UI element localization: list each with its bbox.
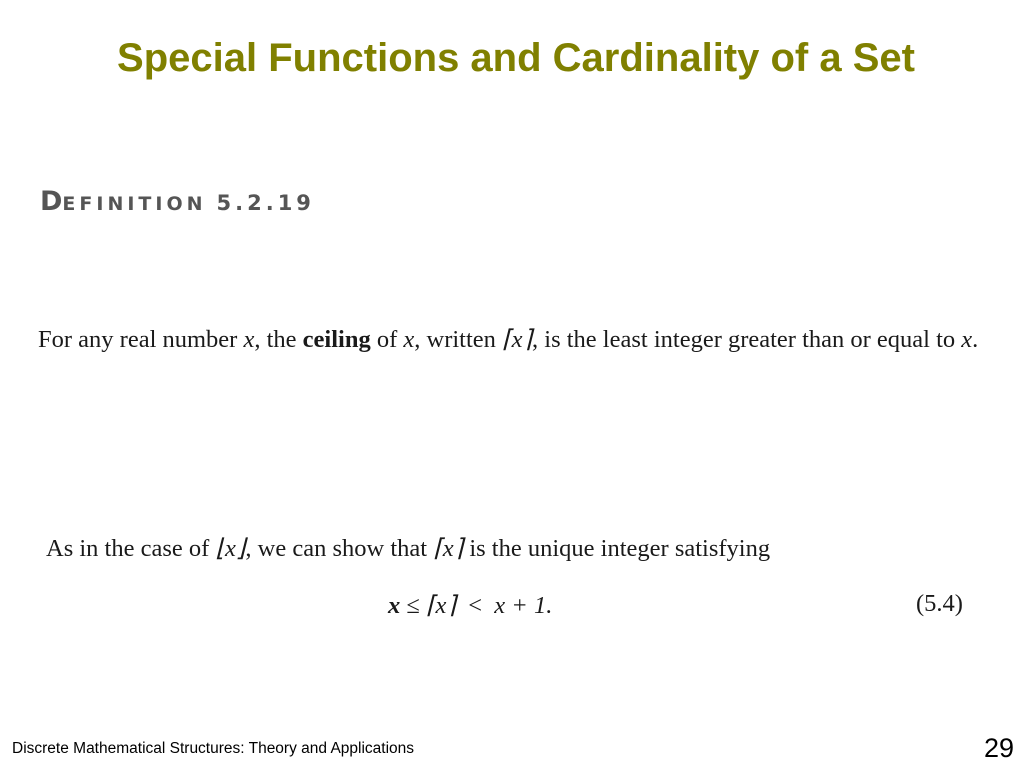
definition-heading-initial: D	[40, 186, 63, 217]
variable-x: x	[243, 326, 255, 353]
definition-text-part: of	[370, 326, 404, 353]
footer-text: Discrete Mathematical Structures: Theory and Applications	[12, 740, 415, 757]
remark-text	[46, 533, 770, 563]
definition-text-part: , is the least integer greater than or equal to	[532, 326, 962, 353]
equation-middle: ⌈x⌉	[425, 592, 456, 619]
slide-title: Special Functions and Cardinality of a Set	[117, 36, 915, 80]
definition-text	[38, 322, 988, 357]
variable-x: x	[403, 326, 415, 353]
definition-heading-word: EFINITION	[62, 193, 207, 215]
ceiling-notation: ⌈x⌉	[502, 326, 533, 353]
remark-text-part: , we can show that	[245, 535, 434, 562]
variable-x: x	[961, 326, 973, 353]
equation-relation: ≤	[400, 592, 426, 619]
definition-text-part: For any real number	[38, 326, 244, 353]
ceiling-notation: ⌈x⌉	[433, 535, 464, 562]
definition-text-part: , written	[414, 326, 503, 353]
definition-heading	[40, 186, 315, 217]
remark-text-part: is the unique integer satisfying	[463, 535, 771, 562]
equation	[388, 590, 552, 620]
equation-number: (5.4)	[916, 590, 963, 617]
definition-text-part: , the	[254, 326, 303, 353]
definition-text-part: .	[972, 326, 979, 353]
equation-rhs: x + 1.	[494, 592, 553, 619]
page-number: 29	[983, 733, 1014, 763]
equation-relation: <	[455, 592, 495, 619]
definition-term: ceiling	[302, 326, 371, 353]
floor-notation: ⌊x⌋	[215, 535, 246, 562]
equation-lhs: x	[388, 592, 401, 619]
definition-number: 5.2.19	[216, 191, 315, 215]
remark-text-part: As in the case of	[46, 535, 216, 562]
